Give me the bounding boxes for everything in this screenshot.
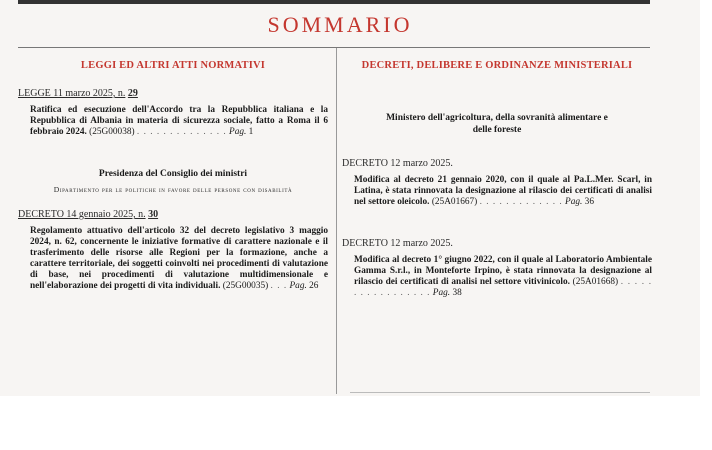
- title-rule: [18, 47, 650, 48]
- decree1-page-number: 36: [584, 197, 594, 207]
- decree1-entry[interactable]: [342, 175, 652, 208]
- decree1-label: DECRETO 12 marzo 2025.: [342, 158, 453, 169]
- decree2-heading: [342, 238, 652, 249]
- decree1-dots: . . . . . . . . . . . . .: [479, 197, 563, 207]
- decree-code: (25G00035): [222, 281, 269, 291]
- left-column: [18, 60, 328, 292]
- decree1-code: (25A01667): [431, 197, 478, 207]
- law-heading: [18, 88, 328, 99]
- right-column: [342, 60, 652, 299]
- column-divider: [336, 48, 337, 394]
- law-dots: . . . . . . . . . . . . . .: [136, 127, 227, 137]
- law-pag: Pag.: [229, 127, 247, 137]
- decree2-page-number: 38: [452, 288, 462, 298]
- law-page-number: 1: [248, 127, 254, 137]
- decree-page-number: 26: [309, 281, 319, 291]
- page-title: SOMMARIO: [267, 12, 413, 37]
- decree2-text: Modifica al decreto 1° giugno 2022, con il quale al Laboratorio Ambientale Gamma S.r.l., in Monteforte Irpino, è stata rinnovata la designazione al rilascio dei certificati di analisi nel settore vitivinicolo.: [354, 255, 652, 287]
- decree-dots: . . .: [270, 281, 288, 291]
- decree-pag: Pag.: [289, 281, 307, 291]
- bottom-blank-area: [0, 396, 712, 450]
- decree2-dots: . . . . . . . . . . . . . . . . .: [354, 277, 653, 298]
- law-number: 29: [127, 88, 138, 99]
- ministry-agricoltura: Ministero dell'agricoltura, della sovranità alimentare e delle foreste: [386, 113, 608, 135]
- decree1-pag: Pag.: [565, 197, 583, 207]
- decree-label: DECRETO 14 gennaio 2025, n.: [18, 209, 146, 220]
- decree-text: Regolamento attuativo dell'articolo 32 del decreto legislativo 3 maggio 2024, n. 62, concernente le iniziative formative di carattere nazionale e il trasferimento delle risorse alle Regioni per la formazione, anche a carattere territoriale, dei soggetti coinvolti nei procedimenti di valutazione di base, nei procedimenti di valutazione multidimensionale e nell'elaborazione dei progetti di vita individuali.: [30, 226, 328, 291]
- decree1-heading: [342, 158, 652, 169]
- decree2-pag: Pag.: [432, 288, 451, 298]
- law-entry[interactable]: [18, 105, 328, 138]
- decree-number: 30: [148, 209, 159, 220]
- law-code: (25G00038): [89, 127, 135, 137]
- right-margin-strip: [700, 0, 712, 396]
- law-label: LEGGE 11 marzo 2025, n.: [18, 88, 126, 99]
- top-rule: [18, 0, 650, 4]
- law-text: Ratifica ed esecuzione dell'Accordo tra la Repubblica italiana e la Repubblica di Albania in materia di sicurezza sociale, fatto a Roma il 6 febbraio 2024.: [30, 105, 328, 137]
- bottom-faint-rule: [350, 392, 650, 393]
- section-title-laws: LEGGI ED ALTRI ATTI NORMATIVI: [80, 60, 266, 71]
- ministry-presidenza: Presidenza del Consiglio dei ministri: [98, 169, 248, 179]
- decree2-code: (25A01668): [572, 277, 619, 287]
- section-title-decrees: DECRETI, DELIBERE E ORDINANZE MINISTERIALI: [361, 60, 633, 71]
- decree-entry[interactable]: [18, 226, 328, 292]
- decree-heading: [18, 209, 328, 220]
- decree2-label: DECRETO 12 marzo 2025.: [342, 238, 453, 249]
- department-disabilita: Dipartimento per le politiche in favore delle persone con disabilità: [53, 185, 293, 194]
- decree2-entry[interactable]: [342, 255, 652, 299]
- decree1-text: Modifica al decreto 21 gennaio 2020, con il quale al Pa.L.Mer. Scarl, in Latina, è stata rinnovata la designazione al rilascio dei certificati di analisi nel settore oleicolo.: [354, 175, 652, 207]
